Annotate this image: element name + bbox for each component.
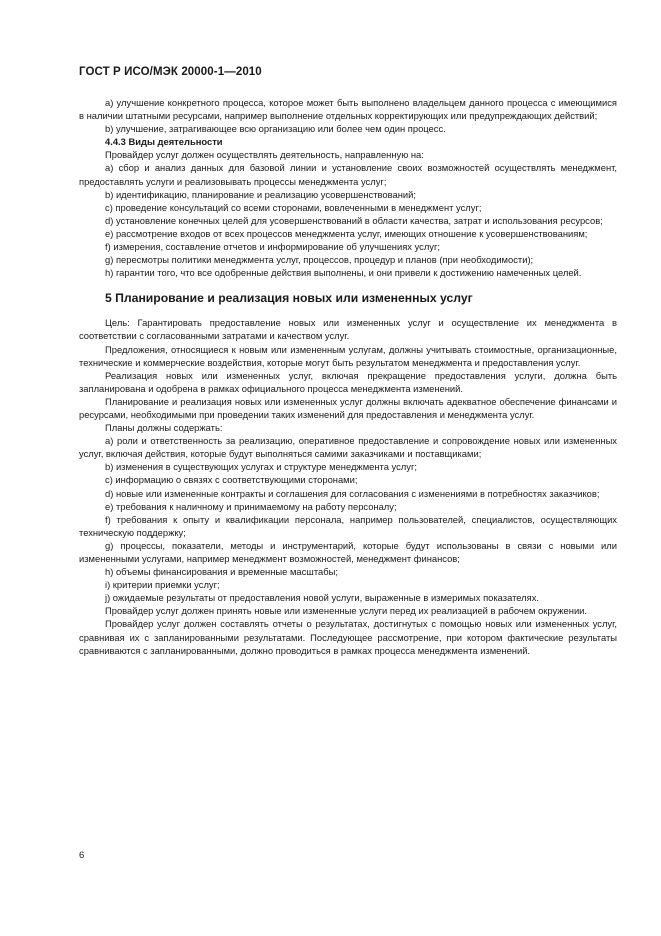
list-item: a) роли и ответственность за реализацию, оперативное предоставление и сопровождение новых или измененных услуг, включая действия, которые будут выполняться самими заказчиками и поставщиками;	[79, 435, 617, 460]
paragraph: a) улучшение конкретного процесса, которое может быть выполнено владельцем данного процесса с имеющимися в наличии штатными ресурсами, например выполнение отдельных корректирующих или предупреждающих действий;	[79, 97, 617, 122]
paragraph: Цель: Гарантировать предоставление новых или измененных услуг и осуществление их менеджмента в соответствии с согласованными затратами и качеством услуг.	[79, 317, 617, 342]
page-number: 6	[79, 850, 85, 861]
list-item: b) идентификацию, планирование и реализацию усовершенствований;	[105, 188, 416, 200]
list-item: j) ожидаемые результаты от предоставления новой услуги, выраженные в измеримых показателях.	[105, 592, 540, 604]
list-item: d) установление конечных целей для усовершенствований в области качества, затрат и использования ресурсов;	[105, 214, 603, 226]
paragraph: Провайдер услуг должен принять новые или измененные услуги перед их реализацией в рабочем окружении.	[105, 605, 588, 617]
list-item: e) рассмотрение входов от всех процессов менеджмента услуг, имеющих отношение к усовершенствованиям;	[105, 227, 588, 239]
list-item: h) гарантии того, что все одобренные действия выполнены, и они привели к достижению намеченных целей.	[105, 267, 582, 279]
list-item: h) объемы финансирования и временные масштабы;	[105, 566, 338, 578]
paragraph: b) улучшение, затрагивающее всю организацию или более чем один процесс.	[105, 123, 446, 135]
paragraph: Предложения, относящиеся к новым или измененным услугам, должны учитывать стоимостные, организационные, технические и коммерческие воздействия, которые могут быть результатом менеджмента и предоставления услуг.	[79, 343, 617, 368]
list-item: c) информацию о связях с соответствующими сторонами;	[105, 474, 358, 486]
paragraph: Планы должны содержать:	[105, 422, 223, 434]
list-item: g) процессы, показатели, методы и инструментарий, которые будут использованы в связи с новыми или измененными услугами, например менеджмент возможностей, менеджмент финансов;	[79, 539, 617, 564]
list-item: d) новые или измененные контракты и соглашения для согласования с изменениями в потребностях заказчиков;	[105, 487, 600, 499]
list-item: g) пересмотры политики менеджмента услуг, процессов, процедур и планов (при необходимости);	[105, 254, 534, 266]
subsection-heading: 4.4.3 Виды деятельности	[105, 136, 223, 148]
paragraph: Планирование и реализация новых или измененных услуг должны включать адекватное обеспечение финансами и ресурсами, необходимыми при проведении таких изменений для предоставления и менеджмента услуг.	[79, 395, 617, 420]
list-item: i) критерии приемки услуг;	[105, 579, 220, 591]
section-heading: 5 Планирование и реализация новых или измененных услуг	[105, 291, 473, 306]
list-item: b) изменения в существующих услугах и структуре менеджмента услуг;	[105, 461, 417, 473]
paragraph: Реализация новых или измененных услуг, включая прекращение предоставления услуги, должна быть запланирована и одобрена в рамках официального процесса менеджмента изменений.	[79, 369, 617, 394]
list-item: c) проведение консультаций со всеми сторонами, вовлеченными в менеджмент услуг;	[105, 201, 482, 213]
paragraph: Провайдер услуг должен составлять отчеты о результатах, достигнутых с помощью новых или измененных услуг, сравнивая их с запланированными результатами. Последующее рассмотрение, при котором фактические результаты сравниваются с запланированными, должно проводиться в рамках процесса менеджмента изменений.	[79, 618, 617, 656]
list-item: a) сбор и анализ данных для базовой линии и установление своих возможностей осуществлять менеджмент, предоставлять услуги и реализовывать процессы менеджмента услуг;	[79, 162, 617, 187]
list-item: f) измерения, составление отчетов и информирование об улучшениях услуг;	[105, 241, 441, 253]
paragraph: Провайдер услуг должен осуществлять деятельность, направленную на:	[105, 149, 424, 161]
list-item: f) требования к опыту и квалификации персонала, например пользователей, специалистов, осуществляющих техническую поддержку;	[79, 513, 617, 538]
page-header: ГОСТ Р ИСО/МЭК 20000-1—2010	[79, 66, 262, 78]
list-item: e) требования к наличному и принимаемому на работу персоналу;	[105, 500, 397, 512]
page-content	[79, 96, 617, 657]
